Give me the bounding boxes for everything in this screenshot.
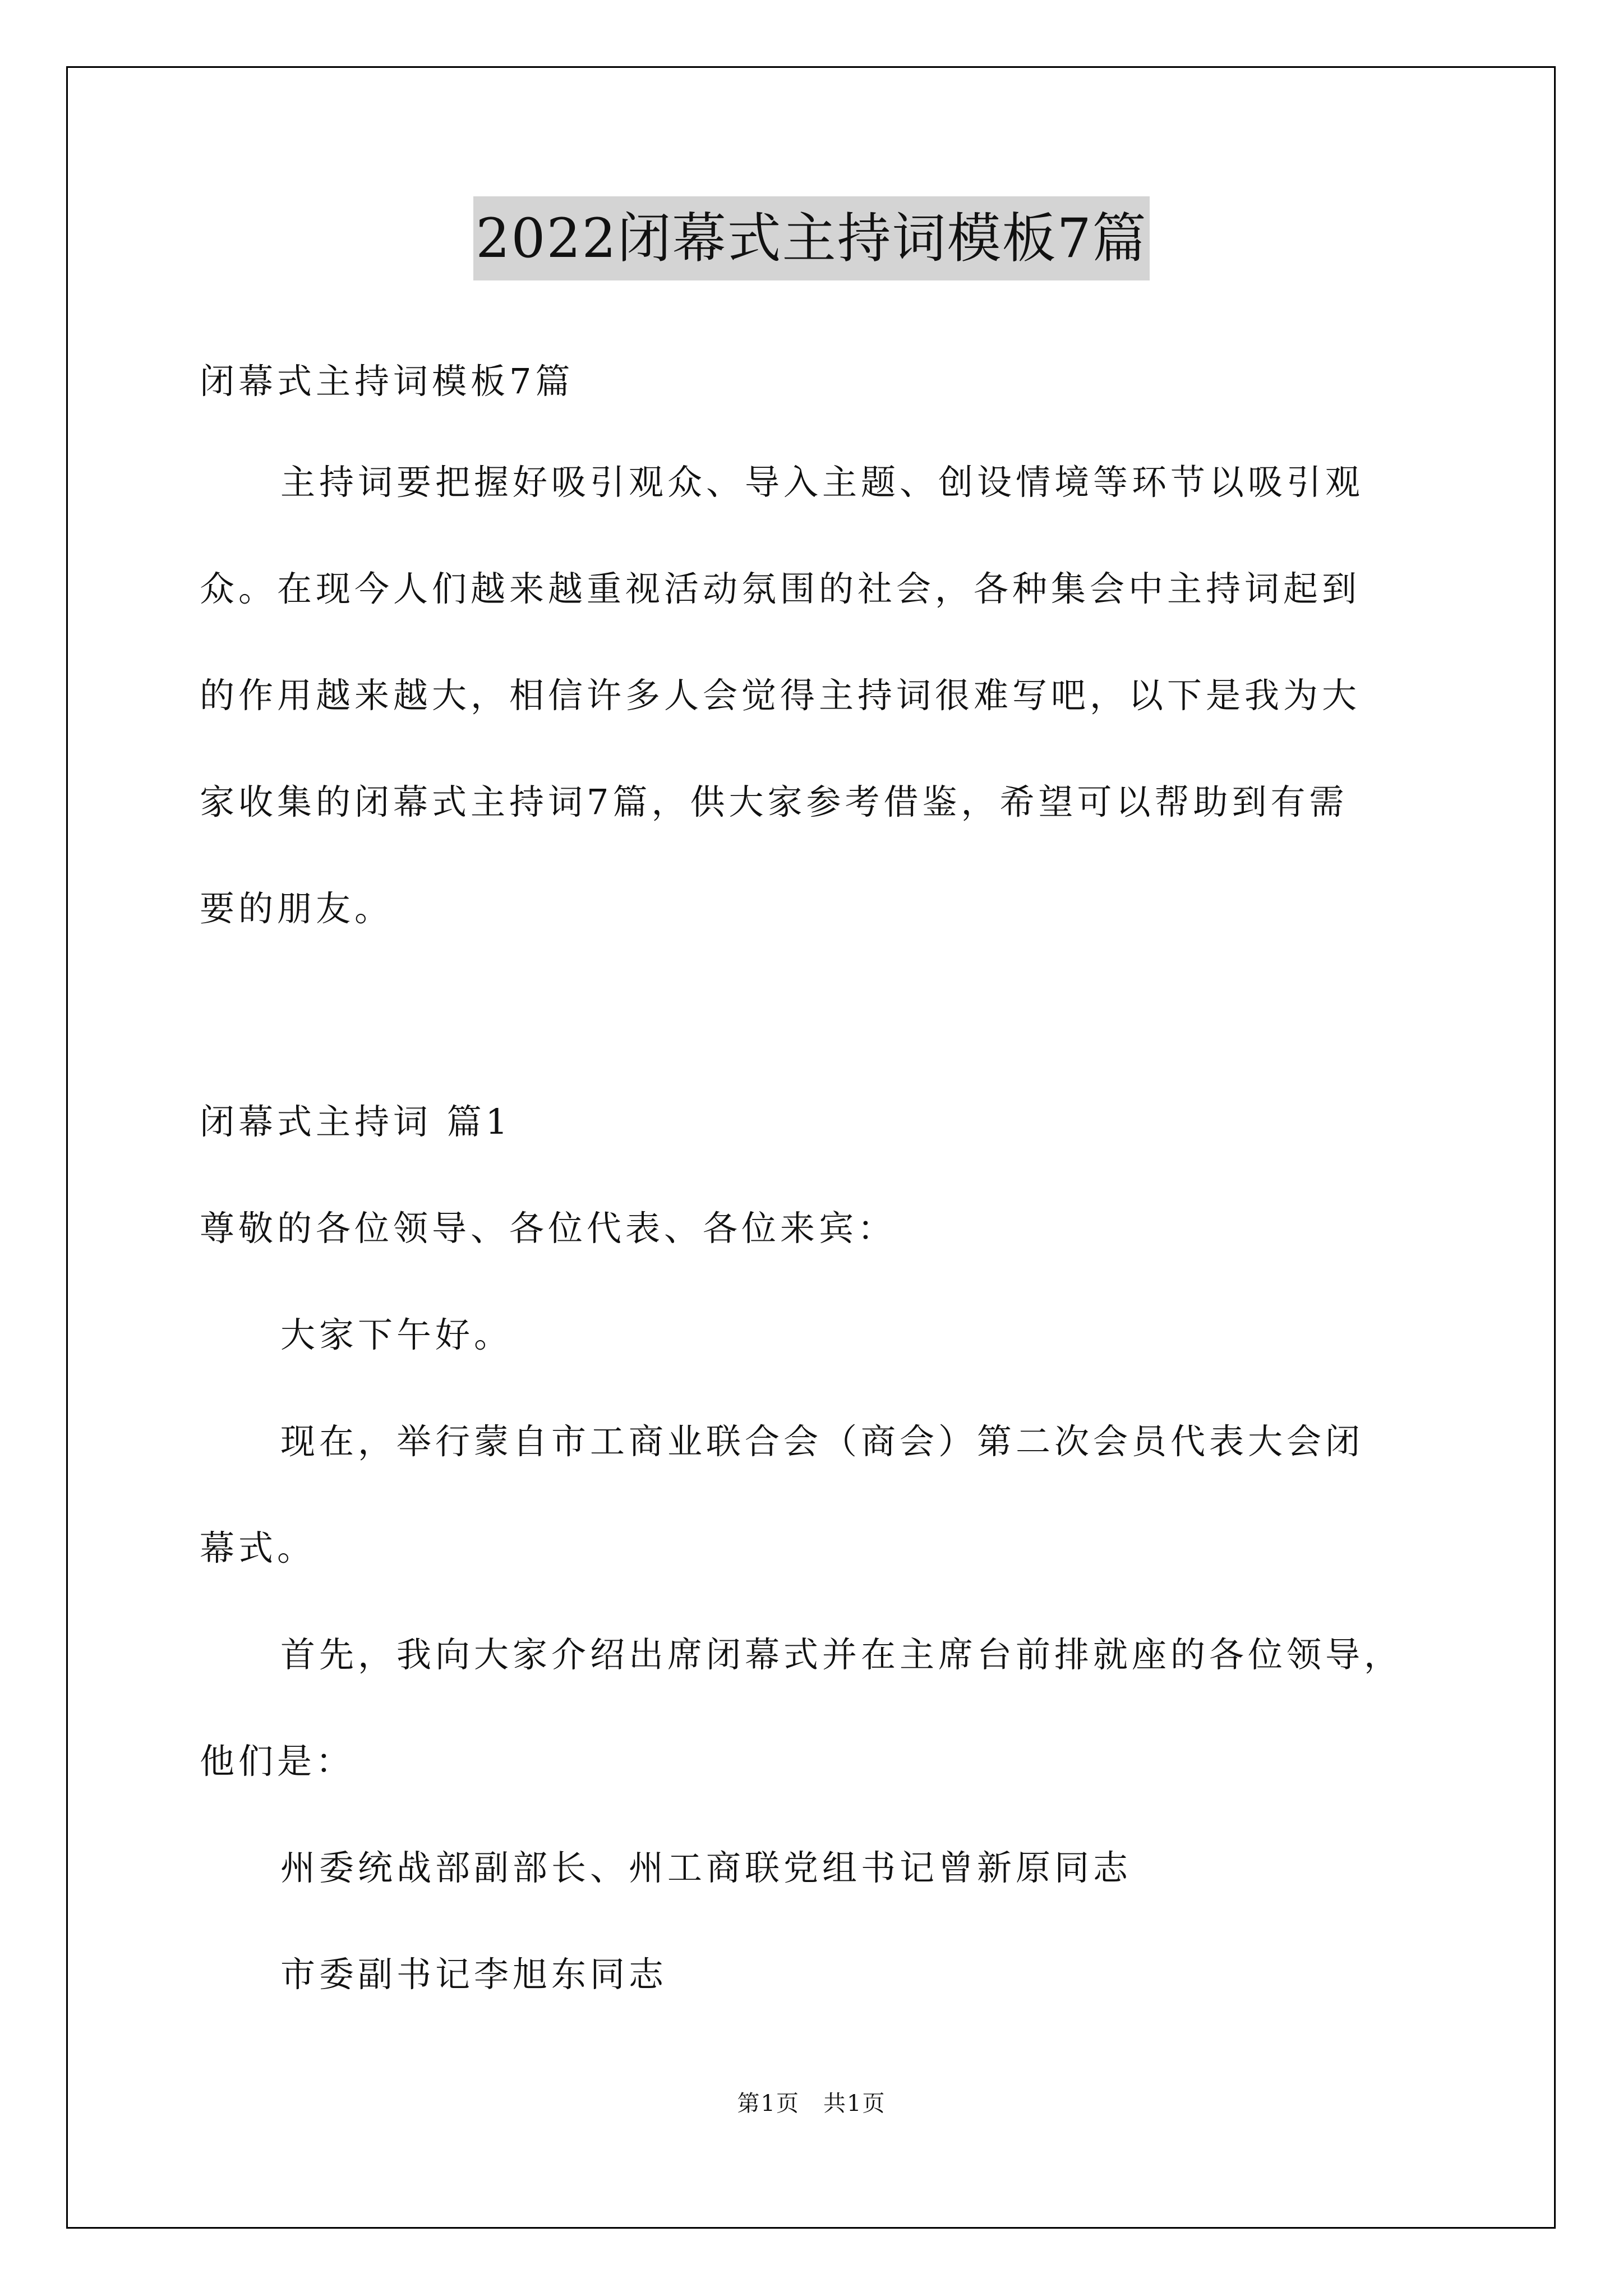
body-line-6: 州委统战部副部长、州工商联党组书记曾新原同志 <box>280 1847 1132 1888</box>
intro-line-2: 众。在现今人们越来越重视活动氛围的社会，各种集会中主持词起到 <box>200 568 1361 609</box>
page-footer: 第1页 共1页 <box>737 2091 886 2116</box>
document-subtitle: 闭幕式主持词模板7篇 <box>200 361 574 402</box>
intro-line-3: 的作用越来越大，相信许多人会觉得主持词很难写吧，以下是我为大 <box>200 675 1361 716</box>
body-line-1: 大家下午好。 <box>280 1314 513 1355</box>
body-line-4: 首先，我向大家介绍出席闭幕式并在主席台前排就座的各位领导， <box>280 1634 1403 1675</box>
intro-line-4: 家收集的闭幕式主持词7篇，供大家参考借鉴，希望可以帮助到有需 <box>200 781 1348 822</box>
title-container <box>0 196 1623 280</box>
intro-line-1: 主持词要把握好吸引观众、导入主题、创设情境等环节以吸引观 <box>280 462 1364 503</box>
intro-line-5: 要的朋友。 <box>200 888 394 929</box>
body-line-7: 市委副书记李旭东同志 <box>280 1954 668 1995</box>
body-line-2: 现在，举行蒙自市工商业联合会（商会）第二次会员代表大会闭 <box>280 1421 1364 1462</box>
body-line-3: 幕式。 <box>200 1527 316 1568</box>
body-line-5: 他们是： <box>200 1741 355 1782</box>
greeting-line: 尊敬的各位领导、各位代表、各位来宾： <box>200 1208 897 1249</box>
document-title: 2022闭幕式主持词模板7篇 <box>473 196 1149 280</box>
section-heading: 闭幕式主持词 篇1 <box>200 1101 512 1142</box>
